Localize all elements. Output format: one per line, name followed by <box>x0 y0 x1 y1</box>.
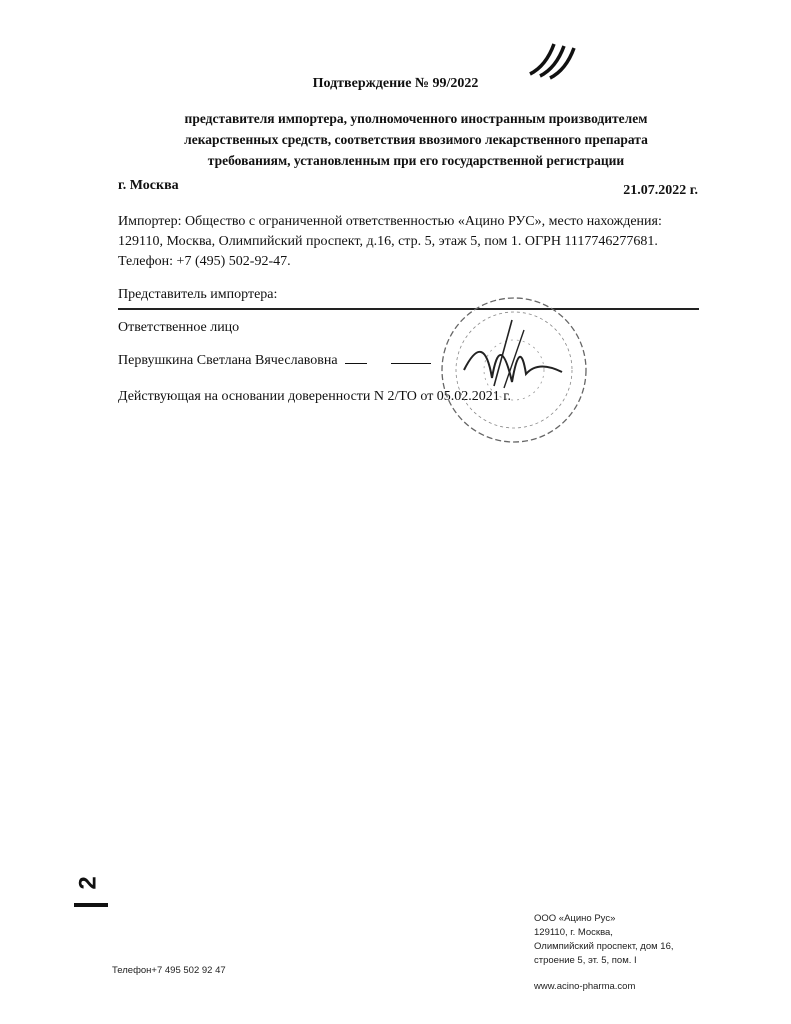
heading-line: лекарственных средств, соответствия ввозимого лекарственного препарата <box>184 132 648 147</box>
official-stamp-icon <box>434 290 594 450</box>
signature-blank <box>391 363 431 364</box>
address-line: строение 5, эт. 5, пом. I <box>534 955 637 966</box>
importer-line: Телефон: +7 (495) 502-92-47. <box>118 254 291 269</box>
footer-phone: Телефон+7 495 502 92 47 <box>112 965 226 976</box>
document-heading <box>120 108 712 171</box>
heading-line: представителя импортера, уполномоченного иностранным производителем <box>184 111 648 126</box>
signature-blank <box>345 363 367 364</box>
page-number: 2 <box>74 876 102 890</box>
divider-line <box>118 308 699 310</box>
address-line: ООО «Ацино Рус» <box>534 913 616 924</box>
page-number-mark <box>72 871 112 916</box>
person-name: Первушкина Светлана Вячеславовна <box>118 353 338 368</box>
representative-label: Представитель импортера: <box>118 287 278 302</box>
document-city: г. Москва <box>118 178 179 193</box>
footer-website[interactable]: www.acino-pharma.com <box>534 981 636 992</box>
importer-details <box>118 212 708 272</box>
person-line <box>118 351 431 371</box>
address-line: 129110, г. Москва, <box>534 927 613 938</box>
page-number-bar <box>74 903 108 907</box>
document-date: 21.07.2022 г. <box>623 183 698 198</box>
importer-line: 129110, Москва, Олимпийский проспект, д.16, стр. 5, этаж 5, пом 1. ОГРН 1117746277681. <box>118 234 658 249</box>
footer-address <box>534 912 674 968</box>
importer-line: Импортер: Общество с ограниченной ответственностью «Ацино РУС», место нахождения: <box>118 214 662 229</box>
acino-logo-icon <box>524 40 578 80</box>
document-title: Подтверждение № 99/2022 <box>312 76 479 91</box>
basis-text: Действующая на основании доверенности N 2/ТО от 05.02.2021 г. <box>118 389 511 404</box>
responsible-label: Ответственное лицо <box>118 320 240 335</box>
heading-line: требованиям, установленным при его государственной регистрации <box>207 153 625 168</box>
address-line: Олимпийский проспект, дом 16, <box>534 941 674 952</box>
